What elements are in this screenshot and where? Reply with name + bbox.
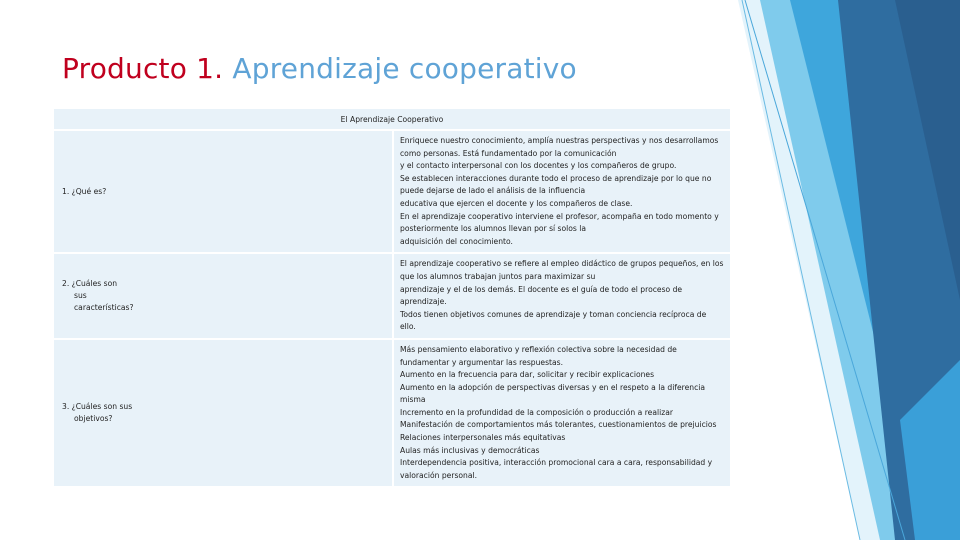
answer-line: Aumento en la adopción de perspectivas diversas y en el respeto a la diferencia misma — [400, 382, 706, 405]
answer-line: Más pensamiento elaborativo y reflexión colectiva sobre la necesidad de fundamentar y argumentar las respuestas. — [400, 344, 677, 367]
table-header-row — [54, 109, 730, 129]
answer-line: Manifestación de comportamientos más tolerantes, cuestionamientos de prejuicios — [400, 420, 717, 430]
title-part-1: Producto 1. — [62, 52, 224, 85]
question-line: características? — [74, 303, 134, 313]
question-line: sus — [74, 291, 87, 301]
question-line: 1. ¿Qué es? — [62, 186, 107, 196]
answer-cell — [392, 254, 730, 338]
answer-line: En el aprendizaje cooperativo interviene el profesor, acompaña en todo momento y posteriormente los alumnos llevan por sí solos la — [400, 211, 719, 234]
answer-line: Todos tienen objetivos comunes de aprendizaje y toman conciencia recíproca de ello. — [400, 309, 707, 332]
table-row — [54, 131, 730, 252]
answer-line: Relaciones interpersonales más equitativas — [400, 433, 566, 443]
answer-line: adquisición del conocimiento. — [400, 236, 513, 246]
table-row — [54, 340, 730, 487]
table-row — [54, 254, 730, 338]
question-line: 2. ¿Cuáles son — [62, 279, 118, 289]
answer-line: El aprendizaje cooperativo se refiere al empleo didáctico de grupos pequeños, en los que los alumnos trabajan juntos para maximizar su — [400, 259, 724, 281]
question-line: objetivos? — [74, 414, 113, 424]
title-part-2: Aprendizaje cooperativo — [232, 52, 577, 85]
slide-title — [62, 52, 577, 85]
question-line: 3. ¿Cuáles son sus — [62, 402, 133, 412]
answer-line: Incremento en la profundidad de la composición o producción a realizar — [400, 407, 673, 417]
content-table — [54, 107, 730, 488]
answer-line: Aulas más inclusivas y democráticas — [400, 445, 540, 455]
table-header: El Aprendizaje Cooperativo — [54, 109, 730, 129]
answer-line: Aumento en la frecuencia para dar, solicitar y recibir explicaciones — [400, 370, 655, 380]
answer-line: Interdependencia positiva, interacción promocional cara a cara, responsabilidad y valoración personal. — [400, 458, 713, 480]
question-cell — [54, 254, 392, 338]
question-cell — [54, 131, 392, 252]
answer-line: Enriquece nuestro conocimiento, amplía nuestras perspectivas y nos desarrollamos como personas. Está fundamentado por la comunicación — [400, 136, 719, 158]
answer-cell — [392, 131, 730, 252]
answer-line: aprendizaje y el de los demás. El docente es el guía de todo el proceso de aprendizaje. — [400, 284, 683, 307]
answer-line: educativa que ejercen el docente y los compañeros de clase. — [400, 198, 633, 208]
answer-line: y el contacto interpersonal con los docentes y los compañeros de grupo. — [400, 161, 677, 171]
answer-line: Se establecen interacciones durante todo el proceso de aprendizaje por lo que no puede dejarse de lado el análisis de la influencia — [400, 173, 712, 196]
question-cell — [54, 340, 392, 487]
answer-cell — [392, 340, 730, 487]
